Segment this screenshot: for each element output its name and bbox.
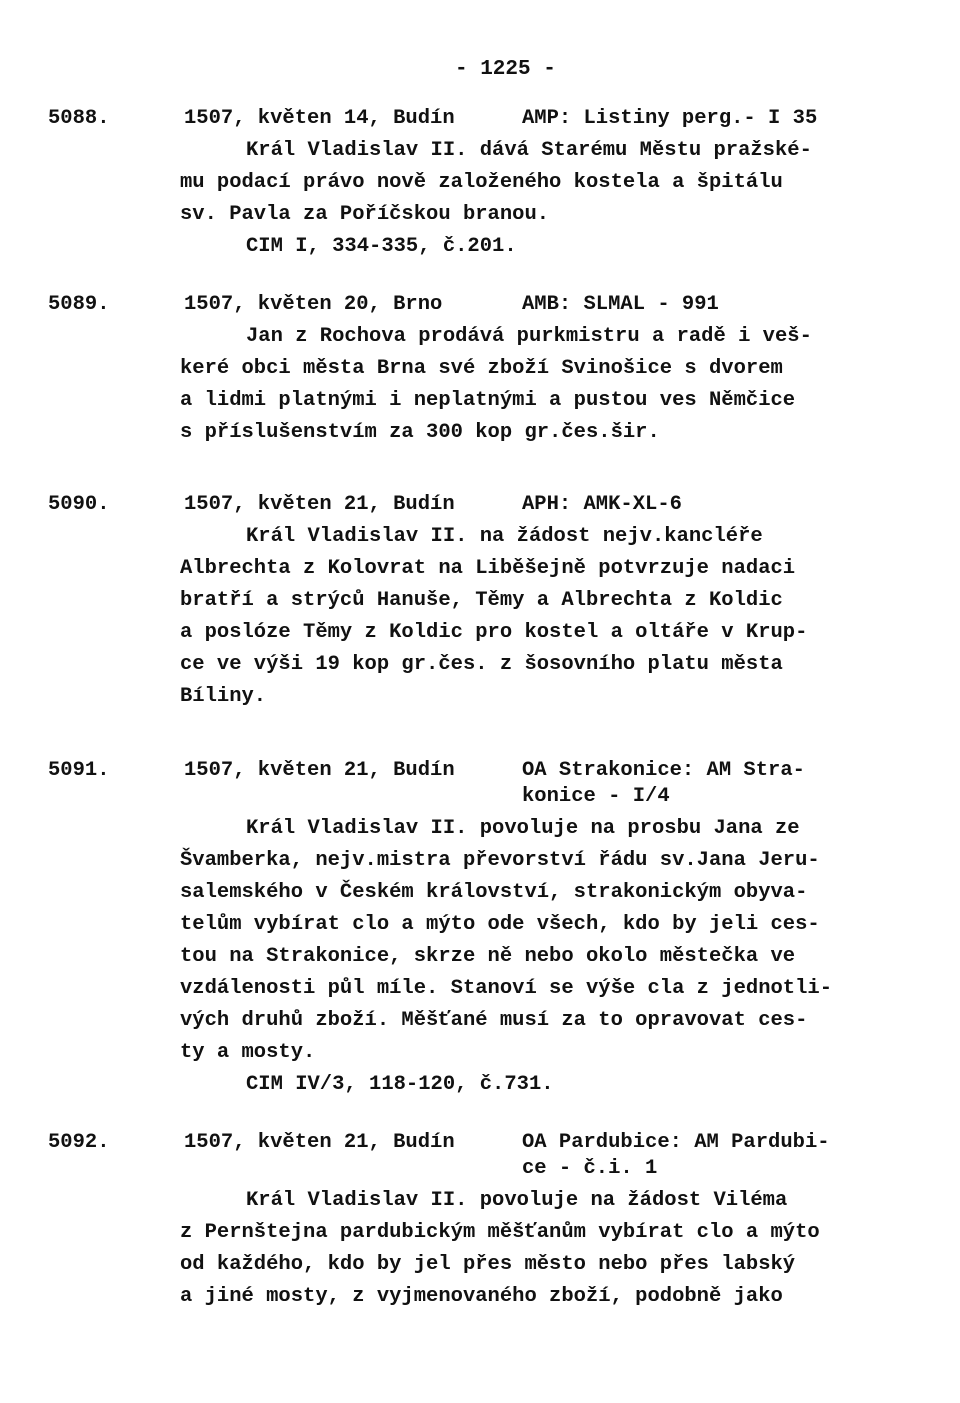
entry-date-place: 1507, květen 20, Brno <box>184 293 443 316</box>
entry-body-line: mu podací právo nově založeného kostela a špitálu <box>180 171 783 194</box>
page-number: - 1225 - <box>455 58 556 81</box>
entry-body-line: salemského v Českém království, strakonickým obyva- <box>180 881 808 904</box>
entry-date-place: 1507, květen 21, Budín <box>184 759 455 782</box>
entry-body-line: Albrechta z Kolovrat na Liběšejně potvrzuje nadaci <box>180 557 796 580</box>
entry-body-line: s příslušenstvím za 300 kop gr.čes.šir. <box>180 421 660 444</box>
entry-archive-signature: AMP: Listiny perg.- I 35 <box>522 107 818 130</box>
entry-citation: CIM I, 334-335, č.201. <box>246 235 517 258</box>
entry-date-place: 1507, květen 21, Budín <box>184 1131 455 1154</box>
entry-body-line: z Pernštejna pardubickým měšťanům vybírat clo a mýto <box>180 1221 820 1244</box>
entry-body-line: keré obci města Brna své zboží Svinošice s dvorem <box>180 357 783 380</box>
entry-body-line: a poslóze Těmy z Koldic pro kostel a oltáře v Krup- <box>180 621 808 644</box>
entry-archive-signature-continued: konice - I/4 <box>522 785 670 808</box>
entry-number: 5089. <box>48 293 110 316</box>
entry-body-line: od každého, kdo by jel přes město nebo přes labský <box>180 1253 796 1276</box>
entry-number: 5092. <box>48 1131 110 1154</box>
entry-body-line: vých druhů zboží. Měšťané musí za to opravovat ces- <box>180 1009 808 1032</box>
entry-archive-signature: OA Pardubice: AM Pardubi- <box>522 1131 830 1154</box>
entry-body-line: telům vybírat clo a mýto ode všech, kdo by jeli ces- <box>180 913 820 936</box>
entry-archive-signature-continued: ce - č.i. 1 <box>522 1157 658 1180</box>
entry-number: 5091. <box>48 759 110 782</box>
entry-number: 5090. <box>48 493 110 516</box>
entry-archive-signature: APH: AMK-XL-6 <box>522 493 682 516</box>
entry-body-line: ce ve výši 19 kop gr.čes. z šosovního platu města <box>180 653 783 676</box>
entry-number: 5088. <box>48 107 110 130</box>
entry-archive-signature: AMB: SLMAL - 991 <box>522 293 719 316</box>
entry-body-line: ty a mosty. <box>180 1041 316 1064</box>
entry-body-line: Král Vladislav II. na žádost nejv.kancléře <box>246 525 763 548</box>
entry-date-place: 1507, květen 14, Budín <box>184 107 455 130</box>
entry-date-place: 1507, květen 21, Budín <box>184 493 455 516</box>
entry-body-line: Bíliny. <box>180 685 267 708</box>
entry-body-line: a jiné mosty, z vyjmenovaného zboží, podobně jako <box>180 1285 783 1308</box>
entry-body-line: tou na Strakonice, skrze ně nebo okolo městečka ve <box>180 945 796 968</box>
entry-body-line: Král Vladislav II. povoluje na žádost Viléma <box>246 1189 788 1212</box>
entry-body-line: Jan z Rochova prodává purkmistru a radě i veš- <box>246 325 812 348</box>
entry-body-line: bratří a strýců Hanuše, Těmy a Albrechta z Koldic <box>180 589 783 612</box>
entry-citation: CIM IV/3, 118-120, č.731. <box>246 1073 554 1096</box>
entry-body-line: vzdálenosti půl míle. Stanoví se výše cla z jednotli- <box>180 977 833 1000</box>
entry-body-line: a lidmi platnými i neplatnými a pustou ves Němčice <box>180 389 796 412</box>
entry-body-line: Král Vladislav II. povoluje na prosbu Jana ze <box>246 817 800 840</box>
entry-body-line: Švamberka, nejv.mistra převorství řádu sv.Jana Jeru- <box>180 849 820 872</box>
entry-archive-signature: OA Strakonice: AM Stra- <box>522 759 805 782</box>
entry-body-line: Král Vladislav II. dává Starému Městu pražské- <box>246 139 812 162</box>
entry-body-line: sv. Pavla za Poříčskou branou. <box>180 203 550 226</box>
